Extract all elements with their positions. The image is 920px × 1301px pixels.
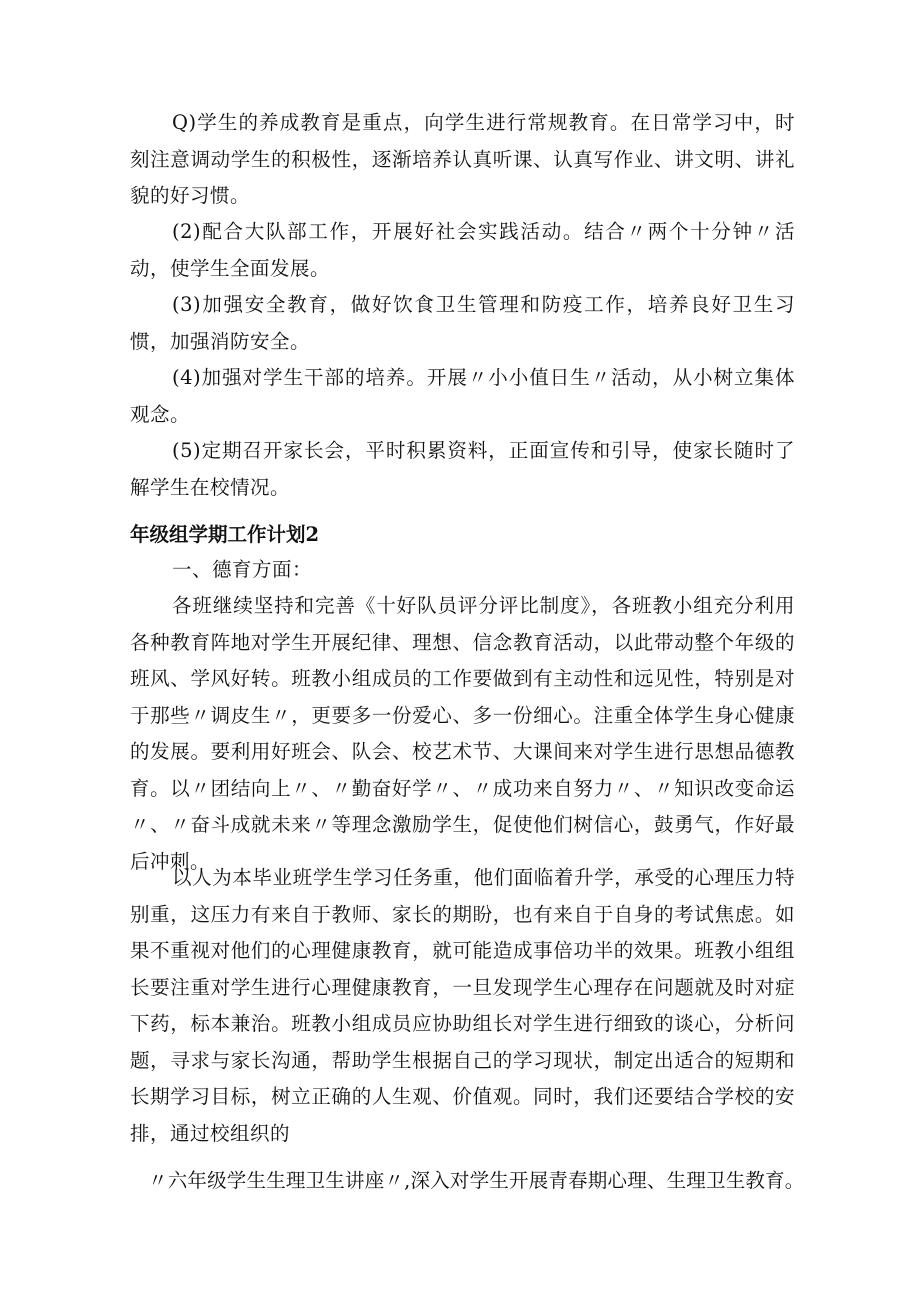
list-item-5: (5)定期召开家长会，平时积累资料，正面宣传和引导，使家长随时了解学生在校情况。	[130, 439, 795, 499]
list-item-3: (3)加强安全教育，做好饮食卫生管理和防疫工作，培养良好卫生习惯，加强消防安全。	[130, 293, 795, 353]
section-subheading: 一、德育方面：	[172, 558, 313, 581]
list-item-4: (4)加强对学生干部的培养。开展〃小小值日生〃活动，从小树立集体观念。	[130, 366, 795, 426]
list-item-2: (2)配合大队部工作，开展好社会实践活动。结合〃两个十分钟〃活动，使学生全面发展。	[130, 220, 795, 280]
list-item-1: Q)学生的养成教育是重点，向学生进行常规教育。在日常学习中，时刻注意调动学生的积极性，逐渐培养认真听课、认真写作业、讲文明、讲礼貌的好习惯。	[130, 111, 795, 207]
section-heading: 年级组学期工作计划2	[130, 523, 320, 546]
body-last-line: 〃六年级学生生理卫生讲座〃,深入对学生开展青春期心理、生理卫生教育。	[148, 1169, 805, 1192]
body-paragraph-1: 各班继续坚持和完善《十好队员评分评比制度》，各班教小组充分利用各种教育阵地对学生开展纪律、理想、信念教育活动，以此带动整个年级的班风、学风好转。班教小组成员的工作要做到有主动性和远见性，特别是对于那些〃调皮生〃，更要多一份爱心、多一份细心。注重全体学生身心健康的发展。要利用好班会、队会、校艺术节、大课间来对学生进行思想品德教育。以〃团结向上〃、〃勤奋好学〃、〃成功来自努力〃、〃知识改变命运〃、〃奋斗成就未来〃等理念激励学生，促使他们树信心，鼓勇气，作好最后冲刺。	[130, 594, 795, 873]
body-paragraph-2: 以人为本毕业班学生学习任务重，他们面临着升学，承受的心理压力特别重，这压力有来自于教师、家长的期盼，也有来自于自身的考试焦虑。如果不重视对他们的心理健康教育，就可能造成事倍功半的效果。班教小组组长要注重对学生进行心理健康教育，一旦发现学生心理存在问题就及时对症下药，标本兼治。班教小组成员应协助组长对学生进行细致的谈心，分析问题，寻求与家长沟通，帮助学生根据自己的学习现状，制定出适合的短期和长期学习目标，树立正确的人生观、价值观。同时，我们还要结合学校的安排，通过校组织的	[130, 866, 795, 1145]
